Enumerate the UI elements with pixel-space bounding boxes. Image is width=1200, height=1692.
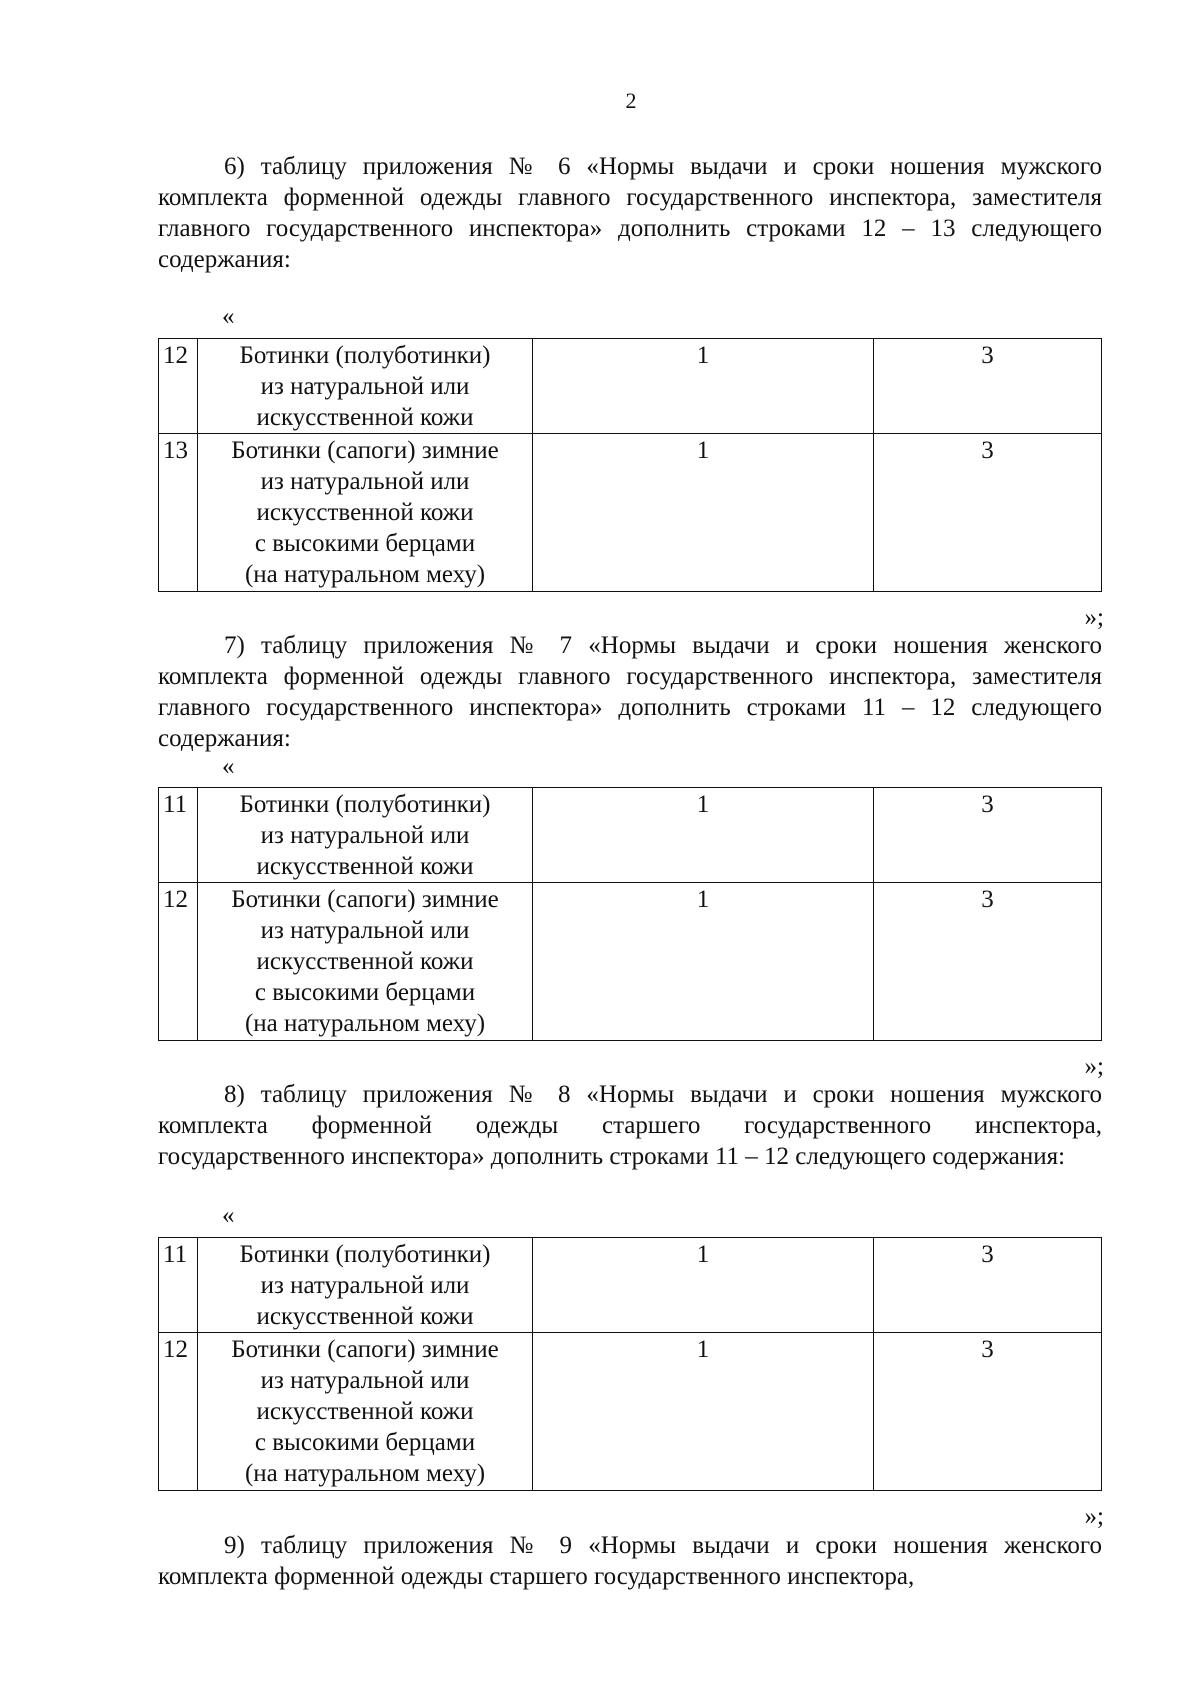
item-name-line: Ботинки (полуботинки) xyxy=(239,791,491,818)
item-name xyxy=(198,788,533,883)
item-name-line: с высокими берцами xyxy=(254,1429,476,1456)
opening-quote-mark: « xyxy=(222,303,235,330)
item-name-line: Ботинки (сапоги) зимние xyxy=(231,1336,499,1363)
row-number: 11 xyxy=(159,1238,198,1333)
item-name-line: Ботинки (сапоги) зимние xyxy=(231,437,499,464)
wear-term: 3 xyxy=(874,434,1102,592)
issue-quantity: 1 xyxy=(533,339,874,434)
norms-table-annex-8 xyxy=(158,1237,1102,1491)
page-number: 2 xyxy=(625,88,637,113)
item-name-line: искусственной кожи xyxy=(256,1398,474,1425)
item-name-line: Ботинки (полуботинки) xyxy=(239,342,491,369)
row-number: 12 xyxy=(159,883,198,1041)
item-name-line: из натуральной или xyxy=(260,468,470,495)
closing-quote-mark: »; xyxy=(1084,1503,1104,1530)
wear-term: 3 xyxy=(874,1238,1102,1333)
item-name-line: из натуральной или xyxy=(260,822,470,849)
item-name-line: из натуральной или xyxy=(260,917,470,944)
opening-quote-mark: « xyxy=(222,1202,235,1229)
norms-table-annex-7 xyxy=(158,787,1102,1041)
item-name-line: искусственной кожи xyxy=(256,853,474,880)
paragraph-item-7: 7) таблицу приложения № 7 «Нормы выдачи и сроки ношения женского комплекта форменной одежды главного государственного инспектора, заместителя главного государственного инспектора» дополнить строками 11 – 12 следующего содержания: xyxy=(158,632,1102,752)
item-name-line: из натуральной или xyxy=(260,1272,470,1299)
table-row xyxy=(159,883,1102,1041)
item-name xyxy=(198,1333,533,1491)
issue-quantity: 1 xyxy=(533,788,874,883)
item-name-line: из натуральной или xyxy=(260,1367,470,1394)
closing-quote-mark: »; xyxy=(1084,1053,1104,1080)
item-name-line: с высокими берцами xyxy=(254,979,476,1006)
table-row xyxy=(159,339,1102,434)
wear-term: 3 xyxy=(874,883,1102,1041)
item-name-line: с высокими берцами xyxy=(254,530,476,557)
item-name xyxy=(198,883,533,1041)
issue-quantity: 1 xyxy=(533,434,874,592)
item-name-line: из натуральной или xyxy=(260,373,470,400)
opening-quote-mark: « xyxy=(222,753,235,780)
item-name xyxy=(198,1238,533,1333)
paragraph-item-9: 9) таблицу приложения № 9 «Нормы выдачи и сроки ношения женского комплекта форменной одежды старшего государственного инспектора, xyxy=(158,1532,1102,1590)
table-row xyxy=(159,434,1102,592)
item-name xyxy=(198,434,533,592)
item-name-line: Ботинки (полуботинки) xyxy=(239,1241,491,1268)
issue-quantity: 1 xyxy=(533,1238,874,1333)
paragraph-item-8: 8) таблицу приложения № 8 «Нормы выдачи и сроки ношения мужского комплекта форменной одежды старшего государственного инспектора, государственного инспектора» дополнить строками 11 – 12 следующего содержания: xyxy=(158,1081,1102,1170)
row-number: 13 xyxy=(159,434,198,592)
item-name-line: искусственной кожи xyxy=(256,948,474,975)
item-name-line: искусственной кожи xyxy=(256,404,474,431)
paragraph-item-6: 6) таблицу приложения № 6 «Нормы выдачи и сроки ношения мужского комплекта форменной одежды главного государственного инспектора, заместителя главного государственного инспектора» дополнить строками 12 – 13 следующего содержания: xyxy=(158,153,1102,273)
issue-quantity: 1 xyxy=(533,1333,874,1491)
item-name-line: искусственной кожи xyxy=(256,499,474,526)
norms-table-annex-6 xyxy=(158,338,1102,592)
item-name-line: искусственной кожи xyxy=(256,1303,474,1330)
row-number: 12 xyxy=(159,339,198,434)
item-name-line: Ботинки (сапоги) зимние xyxy=(231,886,499,913)
wear-term: 3 xyxy=(874,1333,1102,1491)
issue-quantity: 1 xyxy=(533,883,874,1041)
item-name-line: (на натуральном меху) xyxy=(244,1460,486,1487)
closing-quote-mark: »; xyxy=(1084,604,1104,631)
wear-term: 3 xyxy=(874,339,1102,434)
table-row xyxy=(159,1333,1102,1491)
row-number: 11 xyxy=(159,788,198,883)
item-name-line: (на натуральном меху) xyxy=(244,561,486,588)
item-name-line: (на натуральном меху) xyxy=(244,1010,486,1037)
item-name xyxy=(198,339,533,434)
wear-term: 3 xyxy=(874,788,1102,883)
table-row xyxy=(159,788,1102,883)
table-row xyxy=(159,1238,1102,1333)
row-number: 12 xyxy=(159,1333,198,1491)
